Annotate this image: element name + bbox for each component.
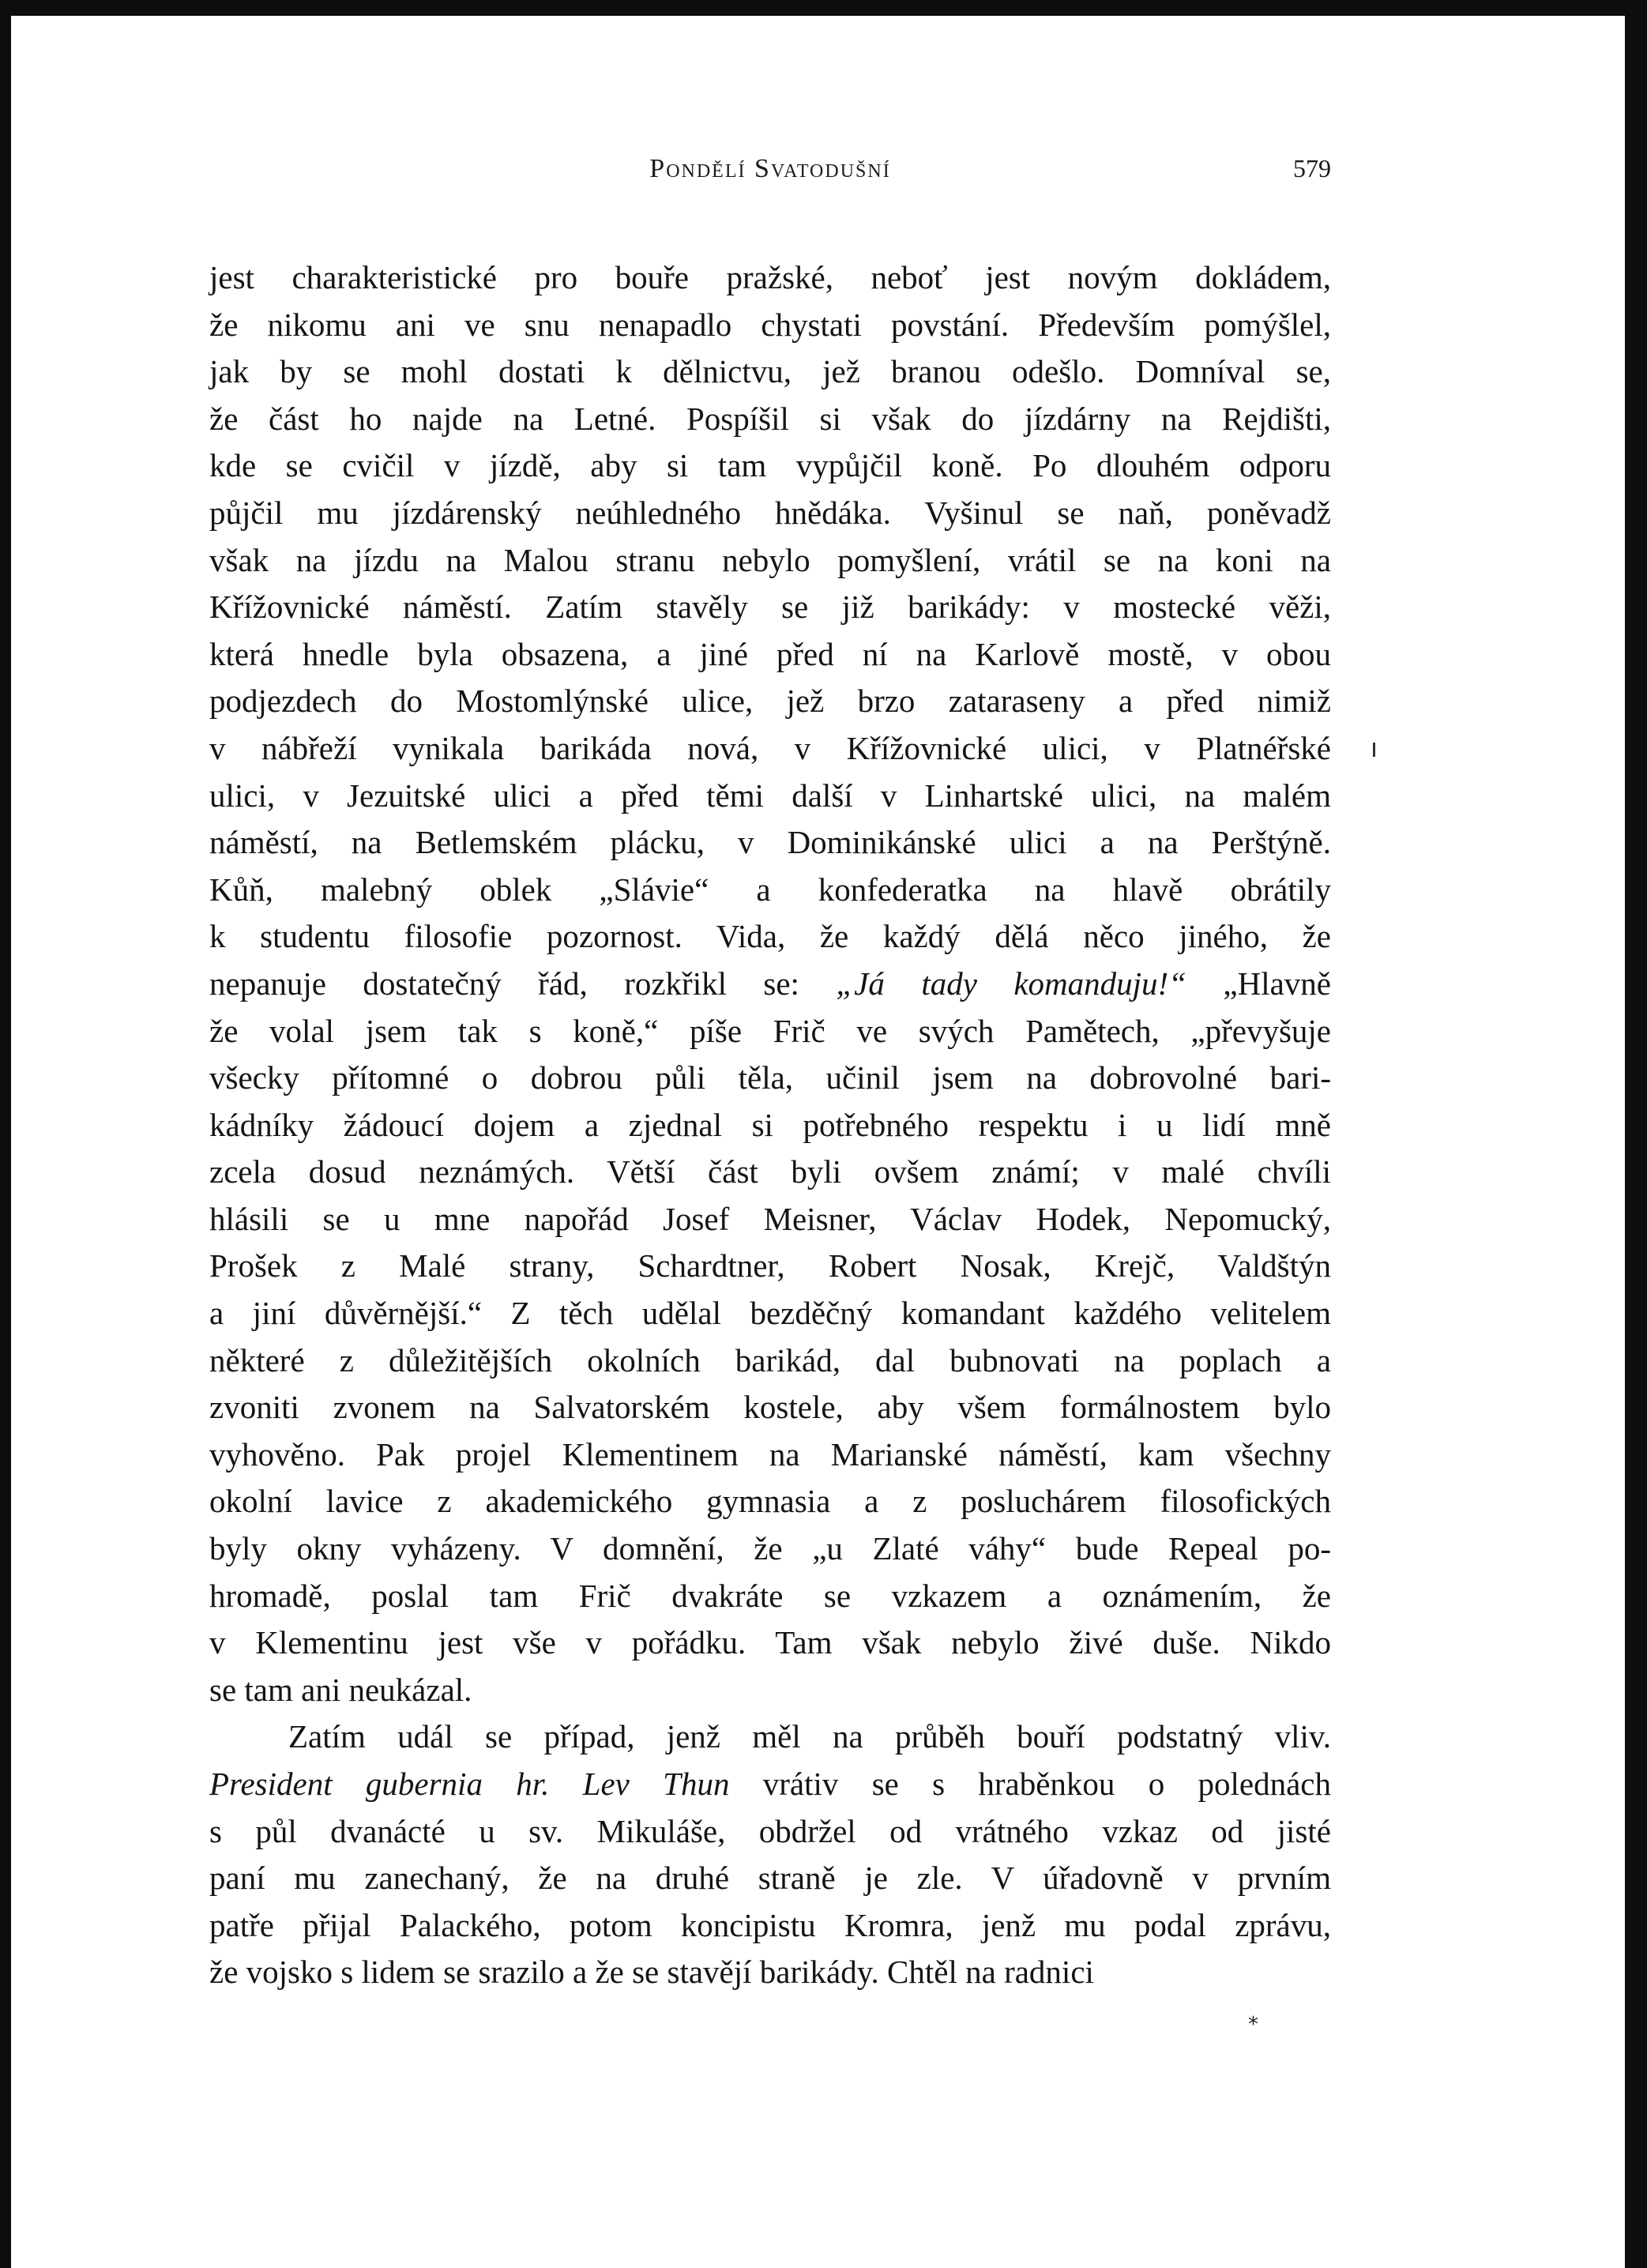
text-segment: kde se cvičil v jízdě, aby si tam vypůjčil koně. Po dlouhém odporu xyxy=(209,447,1331,484)
text-segment: jak by se mohl dostati k dělnictvu, jež branou odešlo. Domníval se, xyxy=(209,353,1331,390)
text-segment: podjezdech do Mostomlýnské ulice, jež brzo zataraseny a před nimiž xyxy=(209,683,1331,720)
text-segment: že nikomu ani ve snu nenapadlo chystati povstání. Především pomýšlel, xyxy=(209,306,1331,343)
text-line xyxy=(209,396,1331,443)
text-segment: a jiní důvěrnější.“ Z těch udělal bezděčný komandant každého velitelem xyxy=(209,1295,1331,1332)
signature-mark: * xyxy=(1248,2013,1258,2037)
text-segment: byly okny vyházeny. V domnění, že „u Zlaté váhy“ bude Repeal po- xyxy=(209,1530,1331,1567)
italic-text: President gubernia hr. Lev Thun xyxy=(209,1766,730,1802)
text-line xyxy=(209,442,1331,490)
text-segment: paní mu zanechaný, že na druhé straně je zle. V úřadovně v prvním xyxy=(209,1860,1331,1897)
text-line xyxy=(209,725,1331,773)
text-line xyxy=(209,961,1331,1008)
text-line xyxy=(209,1243,1331,1290)
text-segment: Kůň, malebný oblek „Slávie“ a konfederatka na hlavě obrátily xyxy=(209,871,1331,908)
text-segment: že část ho najde na Letné. Pospíšil si však do jízdárny na Rejdišti, xyxy=(209,400,1331,437)
margin-mark xyxy=(1373,743,1375,757)
text-line xyxy=(209,1337,1331,1385)
text-line xyxy=(209,1290,1331,1337)
text-segment: vrátiv se s hraběnkou o polednách xyxy=(729,1766,1331,1802)
scan-border-right xyxy=(1625,0,1647,2268)
text-segment: v Klementinu jest vše v pořádku. Tam však nebylo živé duše. Nikdo xyxy=(209,1624,1331,1661)
text-line xyxy=(209,254,1331,302)
text-line xyxy=(209,490,1331,537)
text-segment: Zatím udál se případ, jenž měl na průběh bouří podstatný vliv. xyxy=(288,1718,1331,1755)
body-text xyxy=(209,254,1331,1996)
text-line xyxy=(209,1949,1331,1996)
text-segment: která hnedle byla obsazena, a jiné před ní na Karlově mostě, v obou xyxy=(209,635,1331,672)
text-line xyxy=(209,348,1331,396)
text-line xyxy=(209,1431,1331,1479)
text-segment: vyhověno. Pak projel Klementinem na Marianské náměstí, kam všechny xyxy=(209,1435,1331,1473)
text-line xyxy=(209,773,1331,820)
text-segment: náměstí, na Betlemském plácku, v Dominikánské ulici a na Perštýně. xyxy=(209,824,1331,861)
text-segment: k studentu filosofie pozornost. Vida, že každý dělá něco jiného, že xyxy=(209,918,1331,955)
text-segment: se tam ani neukázal. xyxy=(209,1671,472,1708)
text-segment: některé z důležitějších okolních barikád, dal bubnovati na poplach a xyxy=(209,1341,1331,1378)
text-segment: hlásili se u mne napořád Josef Meisner, Václav Hodek, Nepomucký, xyxy=(209,1200,1331,1237)
text-line xyxy=(209,1384,1331,1431)
scan-border-top xyxy=(0,0,1647,16)
scan-border-left xyxy=(0,0,11,2268)
text-segment: jest charakteristické pro bouře pražské, neboť jest novým dokládem, xyxy=(209,259,1331,295)
text-segment: hromadě, poslal tam Frič dvakráte se vzkazem a oznámením, že xyxy=(209,1577,1331,1614)
text-line xyxy=(209,1619,1331,1667)
text-line xyxy=(209,819,1331,867)
text-line xyxy=(209,1808,1331,1856)
text-line xyxy=(209,678,1331,725)
text-segment: zcela dosud neznámých. Větší část byli ovšem známí; v malé chvíli xyxy=(209,1153,1331,1190)
text-segment: půjčil mu jízdárenský neúhledného hnědáka. Vyšinul se naň, poněvadž xyxy=(209,494,1331,531)
text-line xyxy=(209,631,1331,679)
running-title: Pondělí Svatodušní xyxy=(649,154,891,183)
text-segment: zvoniti zvonem na Salvatorském kostele, aby všem formálnostem bylo xyxy=(209,1389,1331,1426)
text-line xyxy=(209,1055,1331,1102)
text-line xyxy=(209,1667,1331,1714)
text-line xyxy=(209,1573,1331,1620)
running-head xyxy=(209,154,1331,201)
text-segment: nepanuje dostatečný řád, rozkřikl se: xyxy=(209,965,837,1002)
text-line xyxy=(209,1102,1331,1149)
paragraph xyxy=(209,1713,1331,1996)
text-line xyxy=(209,302,1331,349)
text-segment: všecky přítomné o dobrou půli těla, učinil jsem na dobrovolné bari- xyxy=(209,1059,1331,1096)
italic-text: „Já tady komanduju!“ xyxy=(836,965,1186,1002)
text-segment: Prošek z Malé strany, Schardtner, Robert Nosak, Krejč, Valdštýn xyxy=(209,1247,1331,1284)
text-line xyxy=(209,1855,1331,1902)
page-number: 579 xyxy=(1293,154,1331,182)
text-line xyxy=(209,1196,1331,1243)
text-segment: patře přijal Palackého, potom koncipistu Kromra, jenž mu podal zprávu, xyxy=(209,1906,1331,1943)
text-line xyxy=(209,1478,1331,1525)
text-line xyxy=(209,1902,1331,1950)
text-line xyxy=(209,867,1331,914)
text-line xyxy=(209,1525,1331,1573)
text-line xyxy=(209,1761,1331,1808)
text-segment: že vojsko s lidem se srazilo a že se stavějí barikády. Chtěl na radnici xyxy=(209,1954,1094,1991)
text-segment: že volal jsem tak s koně,“ píše Frič ve svých Pamětech, „převyšuje xyxy=(209,1012,1331,1049)
text-segment: kádníky žádoucí dojem a zjednal si potřebného respektu i u lidí mně xyxy=(209,1106,1331,1143)
text-line xyxy=(209,584,1331,631)
text-segment: „Hlavně xyxy=(1186,965,1332,1002)
text-line xyxy=(209,1713,1331,1761)
text-line xyxy=(209,1008,1331,1055)
text-segment: Křížovnické náměstí. Zatím stavěly se již barikády: v mostecké věži, xyxy=(209,589,1331,626)
text-line xyxy=(209,913,1331,961)
text-segment: okolní lavice z akademického gymnasia a z posluchárem filosofických xyxy=(209,1483,1331,1520)
text-line xyxy=(209,1149,1331,1196)
text-segment: s půl dvanácté u sv. Mikuláše, obdržel od vrátného vzkaz od jisté xyxy=(209,1812,1331,1849)
text-line xyxy=(209,537,1331,585)
text-segment: však na jízdu na Malou stranu nebylo pomyšlení, vrátil se na koni na xyxy=(209,541,1331,578)
paragraph xyxy=(209,254,1331,1713)
text-segment: v nábřeží vynikala barikáda nová, v Křížovnické ulici, v Platnéřské xyxy=(209,729,1331,766)
text-segment: ulici, v Jezuitské ulici a před těmi další v Linhartské ulici, na malém xyxy=(209,777,1331,814)
